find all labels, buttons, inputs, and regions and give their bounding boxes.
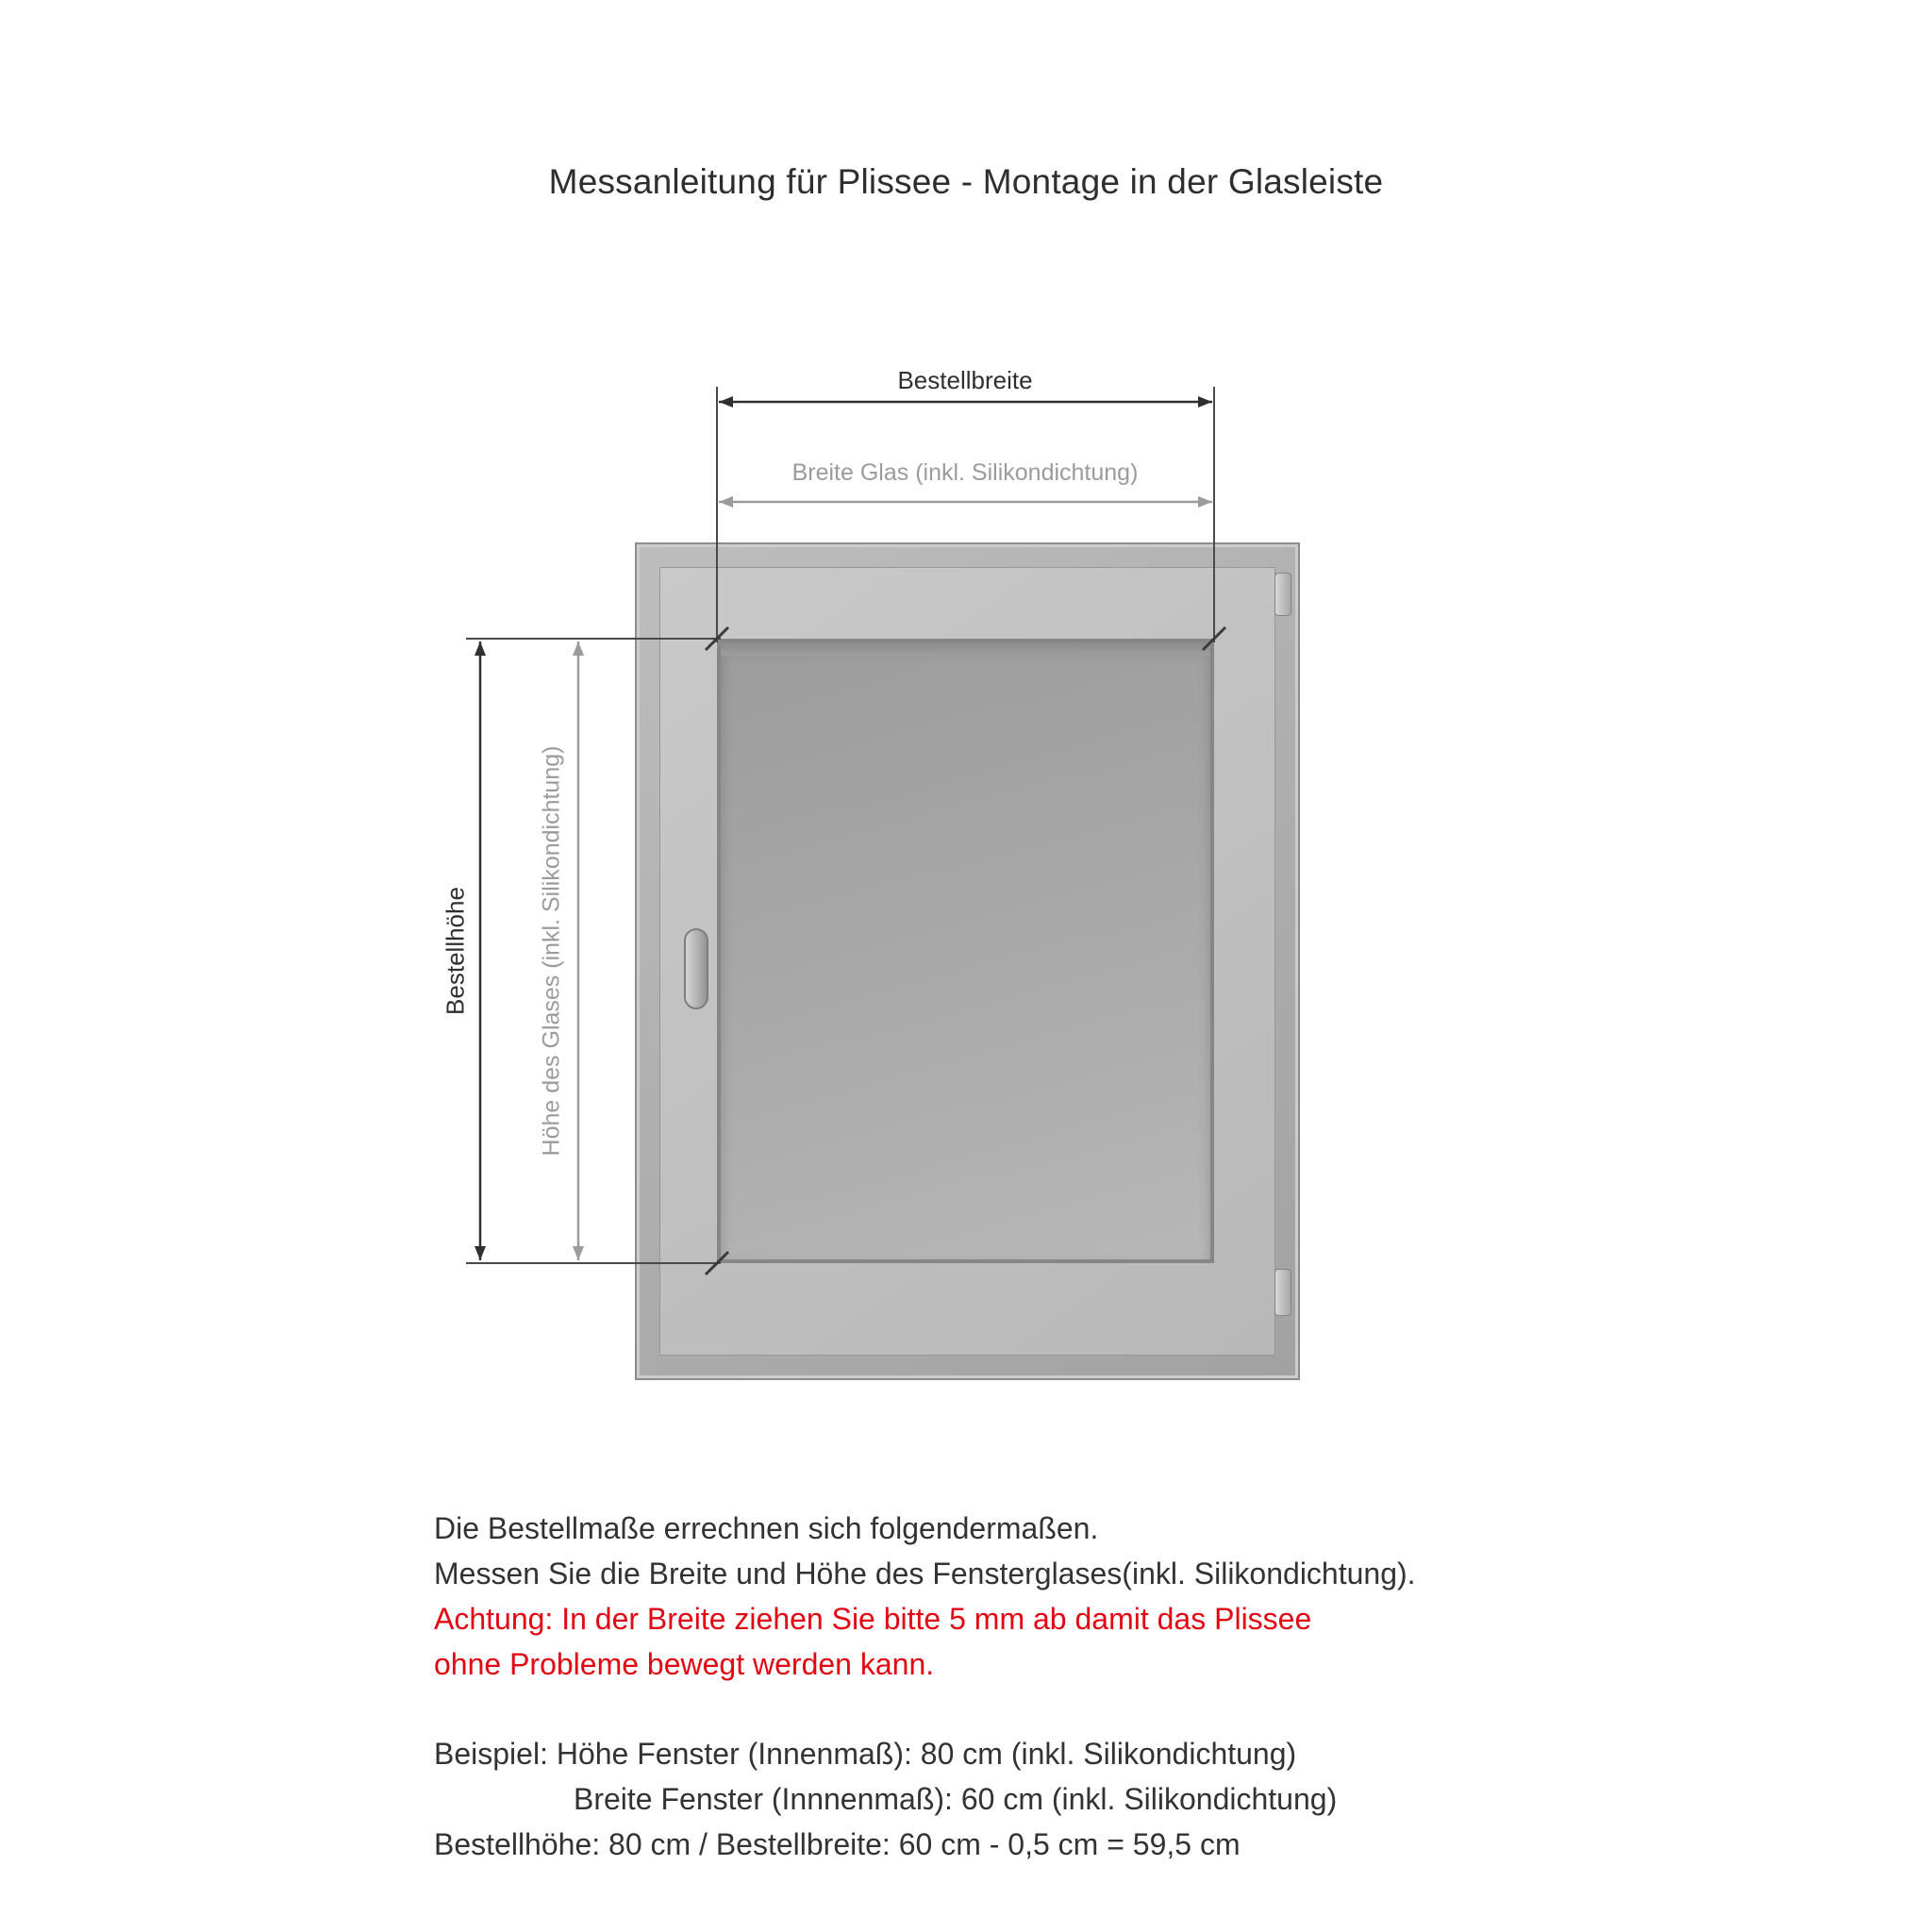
window-hinge-top: [1274, 573, 1291, 616]
order-height-label: Bestellhöhe: [441, 887, 470, 1015]
glass-width-label: Breite Glas (inkl. Silikondichtung): [791, 459, 1139, 486]
example-line-2: Breite Fenster (Innnenmaß): 60 cm (inkl. Silikondichtung): [574, 1782, 1338, 1816]
instructions-block: [434, 1506, 1416, 1867]
instruction-line-1: Die Bestellmaße errechnen sich folgendermaßen.: [434, 1511, 1099, 1545]
example-line-1: Beispiel: Höhe Fenster (Innenmaß): 80 cm (inkl. Silikondichtung): [434, 1737, 1297, 1771]
glass-top-bead: [721, 642, 1210, 656]
window-handle: [684, 928, 708, 1009]
window-hinge-bottom: [1274, 1269, 1291, 1316]
warning-line-1: Achtung: In der Breite ziehen Sie bitte 5 mm ab damit das Plissee: [434, 1602, 1312, 1636]
warning-line-2: ohne Probleme bewegt werden kann.: [434, 1647, 935, 1681]
example-line-3: Bestellhöhe: 80 cm / Bestellbreite: 60 cm - 0,5 cm = 59,5 cm: [434, 1827, 1241, 1861]
instruction-line-2: Messen Sie die Breite und Höhe des Fensterglases(inkl. Silikondichtung).: [434, 1557, 1416, 1591]
glass-height-label: Höhe des Glases (inkl. Silikondichtung): [538, 745, 565, 1157]
order-width-label: Bestellbreite: [897, 366, 1033, 394]
text-spacer: [434, 1687, 1416, 1731]
window-outer-frame: [635, 542, 1300, 1380]
page-title: Messanleitung für Plissee - Montage in der Glasleiste: [548, 162, 1384, 201]
window-glass: [717, 639, 1214, 1263]
